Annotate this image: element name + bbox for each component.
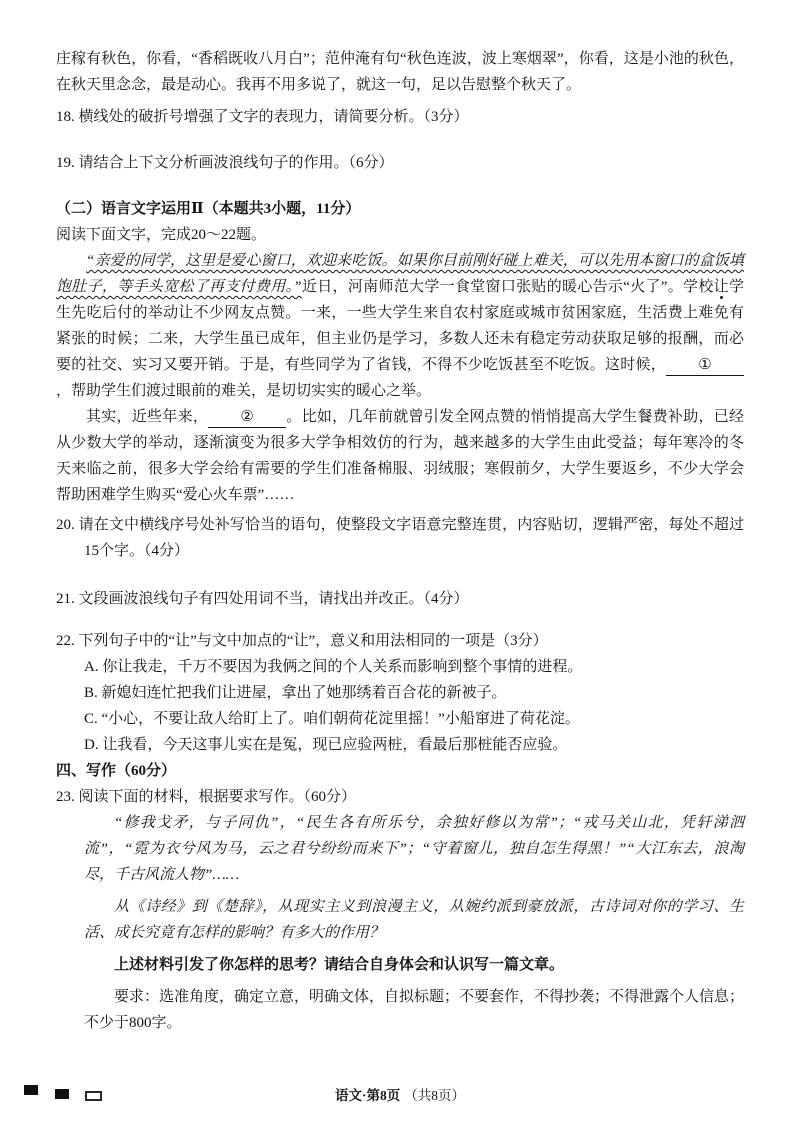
material-quotes-paragraph: “修我戈矛，与子同仇”，“民生各有所乐兮，余独好修以为常”；“戎马关山北，凭轩涕泗流”，“霓为衣兮风为马，云之君兮纷纷而来下”；“守着窗儿，独自怎生得黑！”“大江东去，浪淘尽，千古风流人物”…… — [84, 815, 744, 883]
material-prompt-paragraph: 上述材料引发了你怎样的思考？请结合自身体会和认识写一篇文章。 — [114, 957, 565, 973]
passage-text-1: 近日，河南师范大学一食堂窗口张贴的暖心告示“火了”。学校 — [301, 279, 714, 295]
question-21: 21. 文段画波浪线句子有四处用词不当，请找出并改正。（4分） — [56, 591, 469, 607]
emphasized-dot-char: 让 — [713, 279, 729, 295]
print-mark-square-2 — [55, 1089, 69, 1099]
passage-text-3: ，帮助学生们渡过眼前的难关，是切切实实的暖心之举。 — [56, 383, 432, 399]
material-question-paragraph: 从《诗经》到《楚辞》，从现实主义到浪漫主义，从婉约派到豪放派，古诗词对你的学习、生活、成长究竟有怎样的影响？有多大的作用？ — [84, 899, 744, 941]
wavy-underlined-sentence: “亲爱的同学，这里是爱心窗口，欢迎来吃饭。如果你目前刚好碰上难关，可以先用本窗口的盒饭填饱肚子，等手头宽松了再支付费用。” — [56, 253, 744, 295]
print-mark-rect-outline — [85, 1091, 102, 1101]
option-c: C. “小心，不要让敌人给盯上了。咱们朝荷花淀里摇！”小船窜进了荷花淀。 — [84, 711, 580, 727]
passage-text-4: 其实，近些年来， — [86, 409, 209, 425]
question-19: 19. 请结合上下文分析画波浪线句子的作用。（6分） — [56, 155, 394, 171]
question-22-options — [84, 654, 744, 758]
fill-in-blank-2: ② — [208, 407, 286, 428]
question-23: 23. 阅读下面的材料，根据要求写作。（60分） — [56, 789, 357, 805]
passage-paragraph-2 — [56, 404, 744, 508]
passage-text-5: 。比如，几年前就曾引发全网点赞的悄悄提高大学生餐费补助，已经从少数大学的举动，逐渐演变为很多大学争相效仿的行为，越来越多的大学生由此受益；每年寒冷的冬天来临之前，很多大学会给有需要的学生们准备棉服、羽绒服；寒假前夕，大学生要返乡，不少大学会帮助困难学生购买“爱心火车票”…… — [56, 409, 744, 503]
print-mark-square-1 — [24, 1085, 38, 1095]
question-18: 18. 横线处的破折号增强了文字的表现力，请简要分析。（3分） — [56, 109, 469, 125]
option-d: D. 让我看，今天这事儿实在是冤，现已应验两桩，看最后那桩能否应验。 — [84, 737, 568, 753]
passage-paragraph-1 — [56, 248, 744, 404]
reading-passage-continued: 庄稼有秋色，你看，“香稻既收八月白”；范仲淹有句“秋色连波，波上寒烟翠”，你看，这是小池的秋色，在秋天里念念，最是动心。我再不用多说了，就这一句，足以告慰整个秋天了。 — [56, 51, 744, 93]
writing-material — [84, 810, 744, 1036]
option-b: B. 新媳妇连忙把我们让进屋，拿出了她那绣着百合花的新被子。 — [84, 685, 507, 701]
question-22-stem: 22. 下列句子中的“让”与文中加点的“让”，意义和用法相同的一项是（3分） — [56, 633, 548, 649]
material-requirements-paragraph: 要求：选准角度，确定立意，明确文体，自拟标题；不要套作，不得抄袭；不得泄露个人信息；不少于800字。 — [84, 989, 745, 1031]
print-registration-marks — [24, 1084, 164, 1106]
footer-total-pages: （共8页） — [404, 1088, 465, 1103]
section-heading-writing: 四、写作（60分） — [56, 763, 177, 779]
option-a: A. 你让我走，千万不要因为我俩之间的个人关系而影响到整个事情的进程。 — [84, 659, 583, 675]
passage-text-2: 学生先吃后付的举动让不少网友点赞。一来，一些大学生来自农村家庭或城市贫困家庭，生活费上难免有紧张的时候；二来，大学生虽已成年，但主业仍是学习，多数人还未有稳定劳动获取足够的报酬，而必要的社交、实习又要开销。于是，有些同学为了省钱，不得不少吃饭甚至不吃饭。这时候， — [56, 279, 744, 373]
passage-intro: 阅读下面文字，完成20～22题。 — [56, 227, 267, 243]
fill-in-blank-1: ① — [666, 355, 744, 376]
question-20: 20. 请在文中横线序号处补写恰当的语句，使整段文字语意完整连贯，内容贴切，逻辑严密，每处不超过15个字。（4分） — [56, 517, 744, 559]
footer-subject-page-number: 语文·第8页 — [334, 1088, 401, 1103]
section-heading-language-use-2: （二）语言文字运用Ⅱ（本题共3小题，11分） — [56, 201, 361, 217]
